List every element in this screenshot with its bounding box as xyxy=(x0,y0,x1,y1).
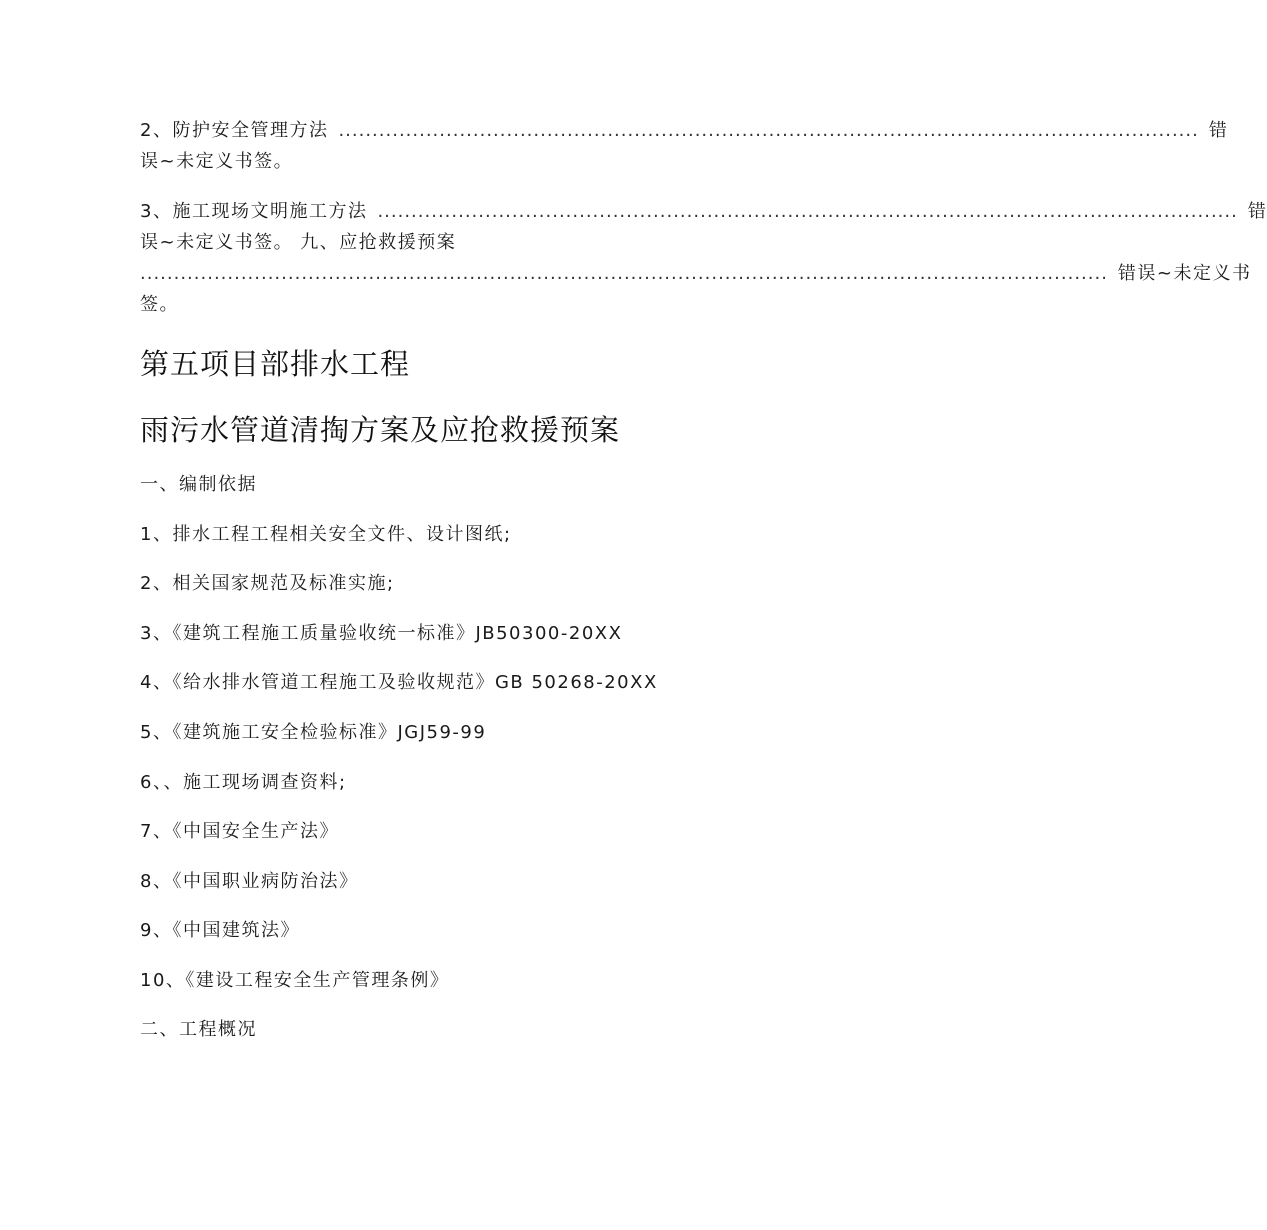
basis-item: 8、《中国职业病防治法》 xyxy=(140,871,359,892)
basis-item: 2、相关国家规范及标准实施; xyxy=(140,573,395,594)
section-1-title: 一、编制依据 xyxy=(140,474,257,495)
toc-entry-2[interactable] xyxy=(140,120,1229,142)
toc-entry-label: 3、施工现场文明施工方法 xyxy=(140,201,368,222)
toc-entry-page-ref: 错误~未定义书 xyxy=(1117,263,1252,284)
basis-item: 7、《中国安全生产法》 xyxy=(140,821,339,842)
basis-item: 10、《建设工程安全生产管理条例》 xyxy=(140,970,450,991)
basis-item: 6、、施工现场调查资料; xyxy=(140,772,347,793)
section-2-title: 二、工程概况 xyxy=(140,1019,257,1040)
basis-item: 9、《中国建筑法》 xyxy=(140,920,300,941)
toc-entry-label: 2、防护安全管理方法 xyxy=(140,120,329,141)
toc-entry-page-ref: 错 xyxy=(1247,201,1267,222)
toc-leader-dots: ................................................................................................................................ xyxy=(377,201,1238,222)
toc-entry-3[interactable] xyxy=(140,201,1267,223)
toc-entry-page-ref: 错 xyxy=(1208,120,1229,141)
basis-item: 5、《建筑施工安全检验标准》JGJ59-99 xyxy=(140,722,487,743)
basis-item: 1、排水工程工程相关安全文件、设计图纸; xyxy=(140,524,512,545)
toc-entry-9[interactable] xyxy=(140,263,1252,285)
toc-entry-9-continuation: 签。 xyxy=(140,294,179,315)
toc-entry-2-continuation: 误~未定义书签。 xyxy=(140,151,294,172)
toc-leader-dots: ................................................................................................................................ xyxy=(338,120,1199,141)
toc-leader-dots: ................................................................................................................................................ xyxy=(140,263,1108,284)
plan-heading: 雨污水管道清掏方案及应抢救援预案 xyxy=(140,413,621,447)
basis-item: 4、《给水排水管道工程施工及验收规范》GB 50268-20XX xyxy=(140,672,658,693)
project-heading: 第五项目部排水工程 xyxy=(140,347,411,381)
toc-entry-3-continuation: 误~未定义书签。 九、应抢救援预案 xyxy=(140,232,457,253)
basis-item: 3、《建筑工程施工质量验收统一标准》JB50300-20XX xyxy=(140,623,623,644)
